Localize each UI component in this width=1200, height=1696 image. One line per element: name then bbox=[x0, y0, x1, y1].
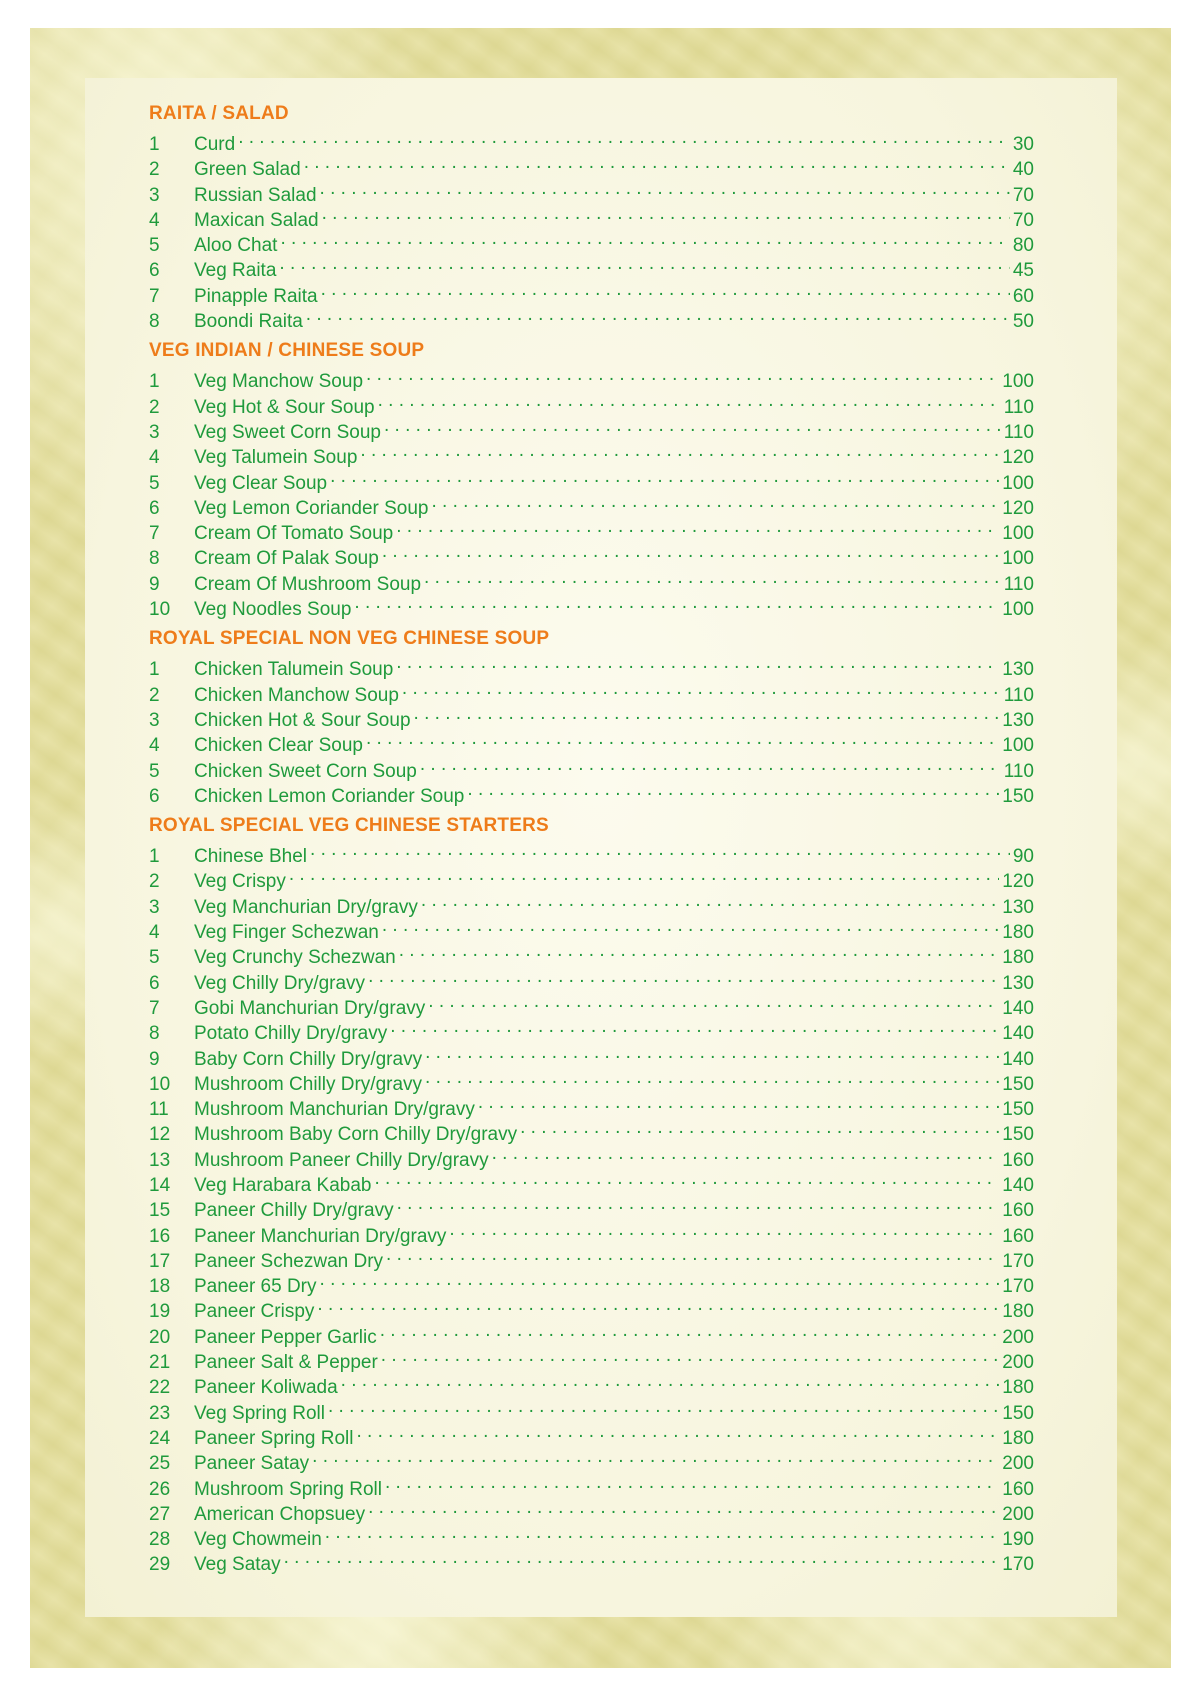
item-name: Gobi Manchurian Dry/gravy bbox=[194, 997, 426, 1019]
item-name: Baby Corn Chilly Dry/gravy bbox=[194, 1048, 423, 1070]
item-number: 3 bbox=[149, 896, 160, 918]
item-number: 7 bbox=[149, 523, 160, 545]
item-price: 150 bbox=[1002, 1402, 1034, 1424]
item-price: 140 bbox=[1002, 1048, 1034, 1070]
item-name: Veg Talumein Soup bbox=[194, 447, 358, 469]
item-name: Paneer Pepper Garlic bbox=[194, 1326, 377, 1348]
item-price: 130 bbox=[1002, 972, 1034, 994]
item-name: Veg Clear Soup bbox=[194, 472, 328, 494]
item-name: Cream Of Mushroom Soup bbox=[194, 573, 422, 595]
item-name: Veg Lemon Coriander Soup bbox=[194, 497, 429, 519]
item-price: 60 bbox=[1012, 285, 1034, 307]
item-number: 7 bbox=[149, 997, 160, 1019]
item-price: 120 bbox=[1002, 447, 1034, 469]
item-price: 100 bbox=[1002, 599, 1034, 621]
item-number: 15 bbox=[149, 1200, 171, 1222]
item-price: 40 bbox=[1012, 159, 1034, 181]
dot-leader bbox=[378, 388, 1001, 413]
item-number: 7 bbox=[149, 285, 160, 307]
item-name: Potato Chilly Dry/gravy bbox=[194, 1023, 388, 1045]
item-number: 9 bbox=[149, 1048, 160, 1070]
item-price: 170 bbox=[1002, 1250, 1034, 1272]
menu-section bbox=[149, 103, 1034, 333]
item-name: Mushroom Manchurian Dry/gravy bbox=[194, 1099, 475, 1121]
item-name: Paneer Crispy bbox=[194, 1301, 315, 1323]
item-price: 140 bbox=[1002, 1174, 1034, 1196]
dot-leader bbox=[368, 964, 999, 989]
menu-item bbox=[149, 251, 1034, 282]
dot-leader bbox=[467, 777, 999, 802]
dot-leader bbox=[478, 1090, 999, 1115]
dot-leader bbox=[279, 251, 1009, 276]
item-name: Paneer Chilly Dry/gravy bbox=[194, 1200, 394, 1222]
dot-leader bbox=[425, 1065, 999, 1090]
item-price: 180 bbox=[1002, 947, 1034, 969]
item-price: 200 bbox=[1002, 1352, 1034, 1374]
item-number: 8 bbox=[149, 1023, 160, 1045]
item-number: 1 bbox=[149, 846, 160, 868]
item-price: 110 bbox=[1003, 396, 1034, 418]
menu-item bbox=[149, 125, 1034, 155]
dot-leader bbox=[432, 489, 1000, 514]
dot-leader bbox=[366, 726, 999, 751]
dot-leader bbox=[396, 650, 999, 675]
item-number: 27 bbox=[149, 1503, 171, 1525]
item-name: Paneer Spring Roll bbox=[194, 1427, 354, 1449]
item-price: 160 bbox=[1002, 1149, 1034, 1171]
item-price: 140 bbox=[1002, 1023, 1034, 1045]
dot-leader bbox=[289, 862, 999, 887]
item-price: 80 bbox=[1012, 235, 1034, 257]
item-number: 8 bbox=[149, 548, 160, 570]
item-price: 200 bbox=[1002, 1453, 1034, 1475]
dot-leader bbox=[284, 1545, 1000, 1570]
dot-leader bbox=[396, 514, 999, 539]
dot-leader bbox=[520, 1115, 999, 1140]
item-number: 2 bbox=[149, 396, 160, 418]
dot-leader bbox=[380, 1318, 1000, 1343]
item-price: 120 bbox=[1002, 497, 1034, 519]
item-name: Paneer Schezwan Dry bbox=[194, 1250, 384, 1272]
item-number: 4 bbox=[149, 209, 160, 231]
item-number: 3 bbox=[149, 184, 160, 206]
item-number: 4 bbox=[149, 447, 160, 469]
dot-leader bbox=[397, 1191, 1000, 1216]
dot-leader bbox=[356, 1419, 999, 1444]
item-name: Veg Manchurian Dry/gravy bbox=[194, 896, 418, 918]
dot-leader bbox=[321, 277, 1010, 302]
dot-leader bbox=[325, 1520, 1000, 1545]
item-price: 150 bbox=[1002, 1099, 1034, 1121]
item-price: 150 bbox=[1002, 1124, 1034, 1146]
item-name: Chicken Hot & Sour Soup bbox=[194, 709, 411, 731]
dot-leader bbox=[425, 1040, 999, 1065]
item-number: 1 bbox=[149, 659, 160, 681]
item-number: 6 bbox=[149, 972, 160, 994]
item-price: 180 bbox=[1002, 922, 1034, 944]
item-number: 8 bbox=[149, 311, 160, 333]
item-name: Paneer Koliwada bbox=[194, 1377, 338, 1399]
item-price: 160 bbox=[1002, 1478, 1034, 1500]
menu-section bbox=[149, 340, 1034, 621]
item-number: 5 bbox=[149, 472, 160, 494]
dot-leader bbox=[390, 1014, 999, 1039]
dot-leader bbox=[374, 1166, 999, 1191]
dot-leader bbox=[381, 1343, 1000, 1368]
dot-leader bbox=[320, 176, 1010, 201]
item-name: Veg Manchow Soup bbox=[194, 371, 364, 393]
item-number: 17 bbox=[149, 1250, 171, 1272]
dot-leader bbox=[310, 837, 1010, 862]
item-name: Veg Crispy bbox=[194, 871, 286, 893]
item-price: 170 bbox=[1002, 1276, 1034, 1298]
dot-leader bbox=[420, 752, 1001, 777]
item-name: Pinapple Raita bbox=[194, 285, 318, 307]
item-price: 110 bbox=[1003, 684, 1034, 706]
item-name: Veg Chilly Dry/gravy bbox=[194, 972, 366, 994]
item-price: 170 bbox=[1002, 1554, 1034, 1576]
dot-leader bbox=[354, 590, 999, 615]
item-number: 6 bbox=[149, 785, 160, 807]
item-price: 130 bbox=[1002, 659, 1034, 681]
item-number: 1 bbox=[149, 371, 160, 393]
dot-leader bbox=[360, 438, 999, 463]
item-price: 120 bbox=[1002, 871, 1034, 893]
item-price: 70 bbox=[1012, 209, 1034, 231]
item-number: 3 bbox=[149, 421, 160, 443]
dot-leader bbox=[280, 226, 1009, 251]
item-number: 23 bbox=[149, 1402, 171, 1424]
item-price: 100 bbox=[1002, 548, 1034, 570]
item-number: 5 bbox=[149, 760, 160, 782]
dot-leader bbox=[402, 676, 1001, 701]
item-price: 110 bbox=[1003, 421, 1034, 443]
item-price: 100 bbox=[1002, 472, 1034, 494]
item-name: Mushroom Paneer Chilly Dry/gravy bbox=[194, 1149, 489, 1171]
dot-leader bbox=[424, 565, 1001, 590]
dot-leader bbox=[328, 1394, 999, 1419]
item-number: 13 bbox=[149, 1149, 171, 1171]
item-number: 4 bbox=[149, 735, 160, 757]
item-number: 28 bbox=[149, 1529, 171, 1551]
item-name: Cream Of Tomato Soup bbox=[194, 523, 394, 545]
item-number: 18 bbox=[149, 1276, 171, 1298]
item-number: 10 bbox=[149, 1073, 171, 1095]
dot-leader bbox=[322, 201, 1010, 226]
item-price: 100 bbox=[1002, 371, 1034, 393]
item-name: Veg Finger Schezwan bbox=[194, 922, 379, 944]
item-number: 5 bbox=[149, 947, 160, 969]
item-name: Boondi Raita bbox=[194, 311, 303, 333]
item-price: 100 bbox=[1002, 735, 1034, 757]
dot-leader bbox=[492, 1141, 1000, 1166]
item-name: Chicken Lemon Coriander Soup bbox=[194, 785, 465, 807]
item-name: Chinese Bhel bbox=[194, 846, 308, 868]
menu-item bbox=[149, 837, 1034, 868]
menu-section bbox=[149, 815, 1034, 1576]
section-title: ROYAL SPECIAL NON VEG CHINESE SOUP bbox=[149, 628, 550, 650]
dot-leader bbox=[382, 539, 999, 564]
item-number: 22 bbox=[149, 1377, 171, 1399]
item-name: Chicken Talumein Soup bbox=[194, 659, 394, 681]
item-price: 180 bbox=[1002, 1301, 1034, 1323]
section-title: ROYAL SPECIAL VEG CHINESE STARTERS bbox=[149, 815, 549, 837]
menu-item bbox=[149, 362, 1034, 393]
item-price: 200 bbox=[1002, 1503, 1034, 1525]
item-price: 110 bbox=[1003, 760, 1034, 782]
item-price: 100 bbox=[1002, 523, 1034, 545]
item-name: Cream Of Palak Soup bbox=[194, 548, 379, 570]
dot-leader bbox=[330, 464, 999, 489]
dot-leader bbox=[449, 1217, 999, 1242]
item-price: 200 bbox=[1002, 1326, 1034, 1348]
dot-leader bbox=[368, 1495, 999, 1520]
item-number: 2 bbox=[149, 871, 160, 893]
item-name: Veg Raita bbox=[194, 260, 277, 282]
item-price: 90 bbox=[1012, 846, 1034, 868]
item-name: Mushroom Chilly Dry/gravy bbox=[194, 1073, 423, 1095]
item-name: Paneer 65 Dry bbox=[194, 1276, 317, 1298]
item-number: 25 bbox=[149, 1453, 171, 1475]
item-name: Chicken Manchow Soup bbox=[194, 684, 399, 706]
item-name: Russian Salad bbox=[194, 184, 317, 206]
item-number: 14 bbox=[149, 1174, 171, 1196]
menu-item bbox=[149, 650, 1034, 681]
item-price: 30 bbox=[1012, 134, 1034, 155]
dot-leader bbox=[385, 1470, 999, 1495]
item-price: 180 bbox=[1002, 1427, 1034, 1449]
item-number: 6 bbox=[149, 497, 160, 519]
item-number: 4 bbox=[149, 922, 160, 944]
item-name: Paneer Salt & Pepper bbox=[194, 1352, 378, 1374]
item-number: 2 bbox=[149, 684, 160, 706]
item-name: Veg Chowmein bbox=[194, 1529, 322, 1551]
dot-leader bbox=[366, 362, 999, 387]
item-number: 9 bbox=[149, 573, 160, 595]
item-price: 130 bbox=[1002, 896, 1034, 918]
item-name: Mushroom Spring Roll bbox=[194, 1478, 382, 1500]
item-price: 50 bbox=[1012, 311, 1034, 333]
item-name: Veg Harabara Kabab bbox=[194, 1174, 372, 1196]
item-number: 19 bbox=[149, 1301, 171, 1323]
menu-item bbox=[149, 150, 1034, 181]
item-name: Paneer Manchurian Dry/gravy bbox=[194, 1225, 447, 1247]
item-price: 160 bbox=[1002, 1200, 1034, 1222]
dot-leader bbox=[421, 888, 999, 913]
item-number: 16 bbox=[149, 1225, 171, 1247]
item-price: 150 bbox=[1002, 785, 1034, 807]
dot-leader bbox=[414, 701, 1000, 726]
item-price: 45 bbox=[1012, 260, 1034, 282]
item-number: 3 bbox=[149, 709, 160, 731]
item-number: 20 bbox=[149, 1326, 171, 1348]
item-number: 10 bbox=[149, 599, 171, 621]
item-name: Veg Sweet Corn Soup bbox=[194, 421, 381, 443]
dot-leader bbox=[238, 125, 1010, 150]
dot-leader bbox=[399, 938, 1000, 963]
item-number: 1 bbox=[149, 134, 160, 155]
item-price: 130 bbox=[1002, 709, 1034, 731]
item-number: 6 bbox=[149, 260, 160, 282]
dot-leader bbox=[341, 1368, 1000, 1393]
dot-leader bbox=[382, 913, 999, 938]
menu-section bbox=[149, 628, 1034, 807]
item-number: 24 bbox=[149, 1427, 171, 1449]
item-name: Green Salad bbox=[194, 159, 301, 181]
item-name: American Chopsuey bbox=[194, 1503, 366, 1525]
item-number: 2 bbox=[149, 159, 160, 181]
dot-leader bbox=[304, 150, 1010, 175]
menu-content bbox=[149, 103, 1034, 1584]
item-price: 160 bbox=[1002, 1225, 1034, 1247]
item-name: Chicken Sweet Corn Soup bbox=[194, 760, 417, 782]
section-title: RAITA / SALAD bbox=[149, 103, 289, 124]
item-number: 5 bbox=[149, 235, 160, 257]
item-name: Veg Crunchy Schezwan bbox=[194, 947, 396, 969]
item-name: Chicken Clear Soup bbox=[194, 735, 363, 757]
item-price: 180 bbox=[1002, 1377, 1034, 1399]
dot-leader bbox=[320, 1267, 1000, 1292]
item-name: Mushroom Baby Corn Chilly Dry/gravy bbox=[194, 1124, 518, 1146]
dot-leader bbox=[428, 989, 999, 1014]
item-price: 140 bbox=[1002, 997, 1034, 1019]
item-price: 150 bbox=[1002, 1073, 1034, 1095]
item-name: Veg Spring Roll bbox=[194, 1402, 325, 1424]
dot-leader bbox=[312, 1444, 999, 1469]
item-name: Veg Noodles Soup bbox=[194, 599, 352, 621]
dot-leader bbox=[306, 302, 1010, 327]
dot-leader bbox=[317, 1292, 999, 1317]
item-name: Paneer Satay bbox=[194, 1453, 310, 1475]
item-price: 70 bbox=[1012, 184, 1034, 206]
item-name: Veg Satay bbox=[194, 1554, 281, 1576]
item-price: 190 bbox=[1002, 1529, 1034, 1551]
item-number: 29 bbox=[149, 1554, 171, 1576]
item-name: Maxican Salad bbox=[194, 209, 319, 231]
menu-item bbox=[149, 226, 1034, 257]
item-name: Curd bbox=[194, 134, 236, 155]
item-name: Veg Hot & Sour Soup bbox=[194, 396, 375, 418]
dot-leader bbox=[384, 413, 1001, 438]
item-number: 21 bbox=[149, 1352, 171, 1374]
item-name: Aloo Chat bbox=[194, 235, 278, 257]
item-number: 11 bbox=[149, 1099, 169, 1121]
dot-leader bbox=[386, 1242, 999, 1267]
menu-item bbox=[149, 277, 1034, 307]
section-title: VEG INDIAN / CHINESE SOUP bbox=[149, 340, 425, 362]
item-price: 110 bbox=[1003, 573, 1034, 595]
item-number: 12 bbox=[149, 1124, 171, 1146]
item-number: 26 bbox=[149, 1478, 171, 1500]
